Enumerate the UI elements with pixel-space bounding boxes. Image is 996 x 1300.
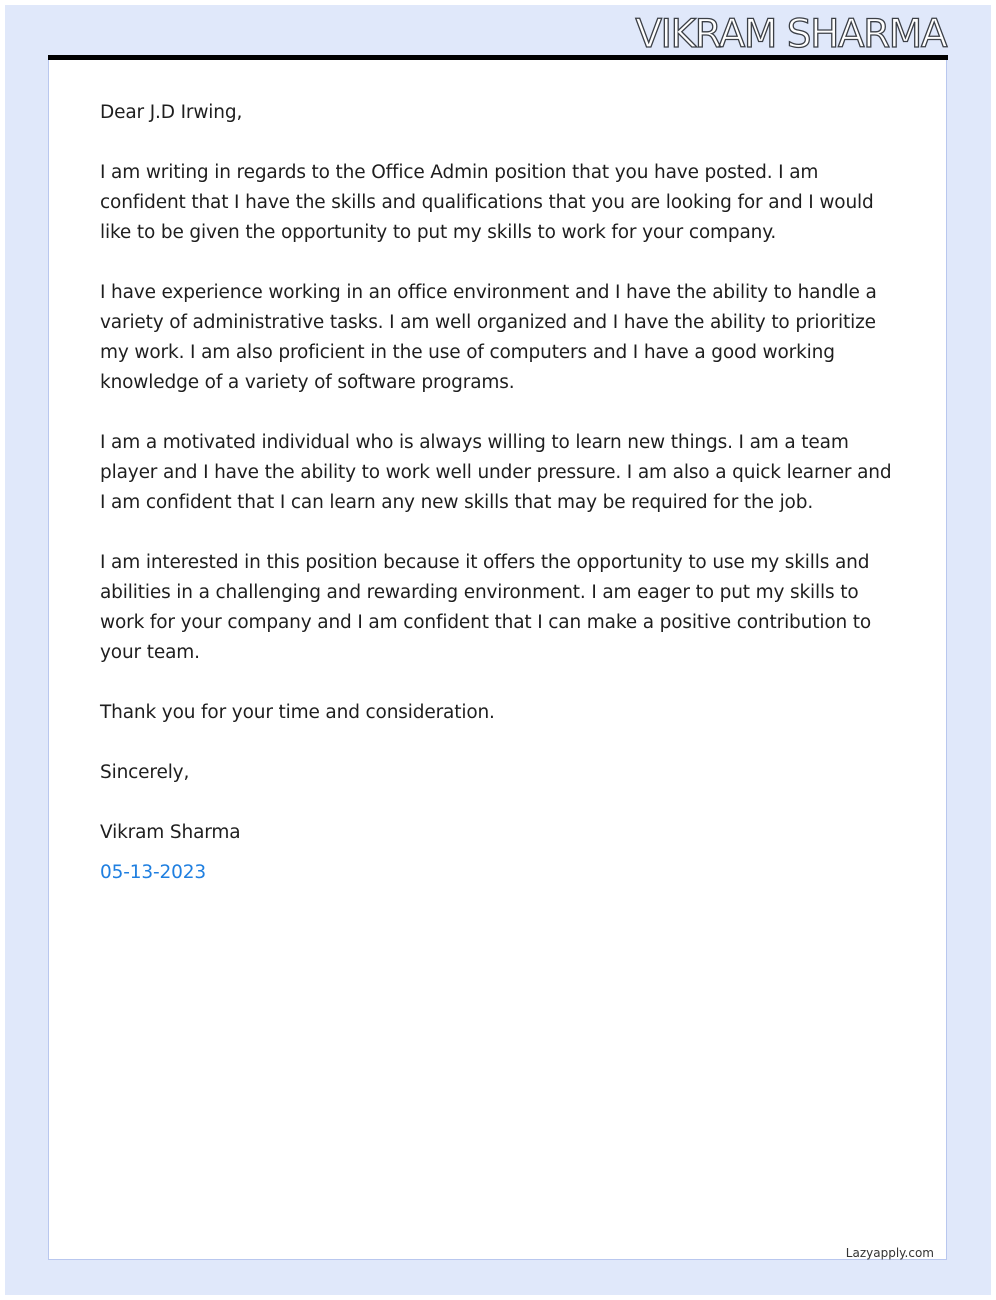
applicant-name-header: VIKRAM SHARMA: [635, 12, 946, 57]
letter-date: 05-13-2023: [100, 862, 207, 883]
footer-brand: Lazyapply.com: [845, 1246, 934, 1260]
letter-thanks: Thank you for your time and consideration.: [100, 702, 495, 723]
letter-body: [100, 98, 900, 888]
letter-salutation: Dear J.D Irwing,: [100, 102, 243, 123]
letter-paragraph: I have experience working in an office environment and I have the ability to handle a variety of administrative tasks. I am well organized and I have the ability to prioritize my work. I am also proficient in the use of computers and I have a good working knowledge of a variety of software programs.: [100, 282, 877, 393]
letter-signature: Vikram Sharma: [100, 822, 241, 843]
letter-closing: Sincerely,: [100, 762, 190, 783]
letter-paragraph: I am a motivated individual who is always willing to learn new things. I am a team player and I have the ability to work well under pressure. I am also a quick learner and I am confident that I can learn any new skills that may be required for the job.: [100, 432, 892, 513]
letter-paragraph: I am writing in regards to the Office Admin position that you have posted. I am confident that I have the skills and qualifications that you are looking for and I would like to be given the opportunity to put my skills to work for your company.: [100, 162, 874, 243]
letter-paragraph: I am interested in this position because it offers the opportunity to use my skills and abilities in a challenging and rewarding environment. I am eager to put my skills to work for your company and I am confident that I can make a positive contribution to your team.: [100, 552, 872, 663]
